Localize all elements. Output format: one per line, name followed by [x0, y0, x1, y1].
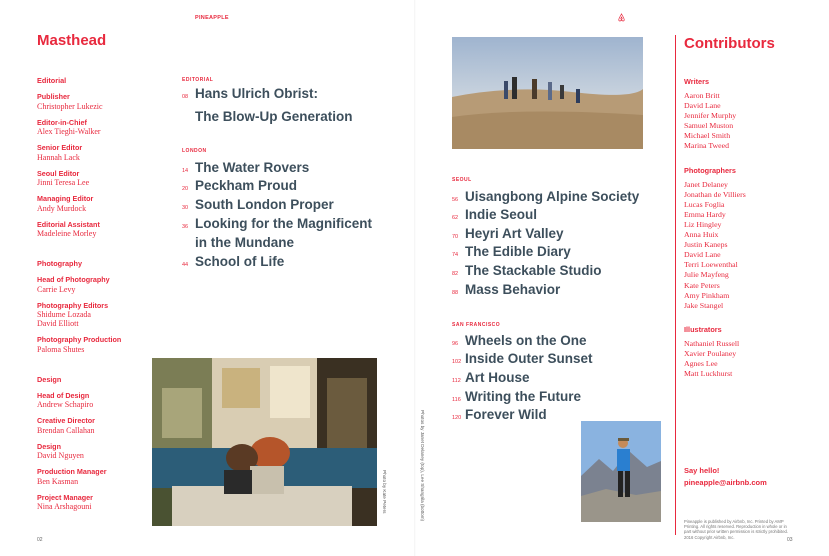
masthead-column	[37, 76, 167, 519]
toc-item[interactable]	[182, 84, 318, 103]
boat-photo-image	[152, 358, 377, 526]
toc-page-number: 88	[452, 290, 459, 296]
staff-name: Ben Kasman	[37, 476, 79, 486]
contributor-name: Matt Luckhurst	[684, 369, 733, 379]
toc-page-number: 56	[452, 197, 459, 203]
toc-page-number: 120	[452, 415, 462, 421]
contributor-name: Marina Tweed	[684, 141, 729, 151]
toc-page-number: 96	[452, 341, 459, 347]
toc-title: Indie Seoul	[465, 207, 538, 222]
toc-page-number: 62	[452, 215, 459, 221]
contributor-name: Jonathan de Villiers	[684, 189, 746, 199]
toc-item[interactable]	[452, 280, 560, 299]
toc-title: Art House	[465, 370, 530, 385]
design-heading: Design	[37, 374, 62, 384]
staff-name: Shidume Lozada David Elliott	[37, 310, 91, 328]
staff-name: Nina Arshagouni	[37, 502, 92, 511]
toc-title: The Water Rovers	[195, 160, 310, 175]
contributor-name: Janet Delaney	[684, 179, 728, 189]
toc-item[interactable]	[182, 158, 309, 177]
toc-page-number: 112	[452, 378, 461, 384]
center-photo-credit: Photos by Janet Delaney (top), Lee Shangrila (bottom)	[420, 410, 425, 522]
contributor-name: Julie Mayfeng	[684, 270, 729, 280]
toc-title: in the Mundane	[195, 235, 294, 250]
contributor-name: Amy Pinkham	[684, 290, 730, 300]
toc-page-number: 82	[452, 271, 459, 277]
staff-name: Hannah Lack	[37, 152, 80, 162]
contributor-name: Lucas Foglia	[684, 199, 725, 209]
hiker-photo	[581, 421, 661, 522]
staff-name: Carrie Levy	[37, 284, 76, 294]
toc-item[interactable]	[182, 214, 372, 233]
editorial-heading: Editorial	[37, 76, 67, 85]
staff-role: Design	[37, 441, 61, 451]
toc-page-number: 70	[452, 234, 459, 240]
staff-name: Andrew Schapiro	[37, 400, 94, 409]
toc-title: Forever Wild	[465, 407, 547, 422]
folio-right: 03	[787, 537, 793, 543]
contributor-name: Liz Hingley	[684, 219, 722, 229]
page-gutter	[414, 0, 416, 556]
staff-name: Andy Murdock	[37, 203, 87, 213]
toc-section-seoul-label: SEOUL	[452, 177, 472, 183]
staff-role: Creative Director	[37, 416, 95, 425]
illustrators-heading: Illustrators	[684, 324, 722, 334]
toc-title: South London Proper	[195, 197, 334, 212]
contributor-name: Samuel Muston	[684, 121, 734, 131]
toc-item[interactable]	[452, 387, 581, 406]
toc-item[interactable]	[452, 261, 602, 280]
contributor-name: Agnes Lee	[684, 358, 718, 368]
staff-name: David Nguyen	[37, 451, 84, 460]
contact-email-link[interactable]: pineapple@airbnb.com	[684, 478, 767, 487]
staff-role: Photography Editors	[37, 300, 109, 310]
toc-item[interactable]	[182, 107, 353, 126]
staff-name: Paloma Shutes	[37, 344, 85, 354]
toc-page-number: 116	[452, 397, 461, 403]
toc-item[interactable]	[452, 405, 547, 424]
staff-role: Photography Production	[37, 335, 122, 344]
toc-title: Peckham Proud	[195, 178, 298, 193]
photographers-heading: Photographers	[684, 165, 736, 175]
contributor-name: Anna Huix	[684, 230, 719, 240]
staff-role: Publisher	[37, 92, 70, 101]
toc-title: Heyri Art Valley	[465, 226, 564, 241]
toc-page-number: 30	[182, 205, 189, 211]
contributor-name: Kate Peters	[684, 280, 720, 290]
dunes-photo	[452, 37, 643, 149]
contributor-name: Xavier Poulaney	[684, 348, 737, 358]
staff-role: Head of Photography	[37, 275, 110, 284]
toc-section-sf-label: SAN FRANCISCO	[452, 322, 501, 328]
say-hello-label: Say hello!	[684, 466, 720, 475]
folio-left: 02	[37, 537, 43, 543]
hiker-photo-image	[581, 421, 661, 522]
contributor-name: David Lane	[684, 101, 721, 111]
toc-title: Wheels on the One	[465, 333, 587, 348]
staff-role: Seoul Editor	[37, 168, 80, 178]
contributor-name: Nathaniel Russell	[684, 338, 740, 348]
masthead-title: Masthead	[37, 32, 107, 49]
toc-title: Uisangbong Alpine Society	[465, 189, 640, 204]
contributor-name: Justin Kaneps	[684, 240, 728, 250]
staff-name: Brendan Callahan	[37, 425, 95, 435]
toc-item[interactable]	[182, 176, 297, 195]
toc-item[interactable]	[182, 233, 294, 252]
photography-heading: Photography	[37, 259, 82, 268]
toc-title: Mass Behavior	[465, 282, 561, 297]
contributors-title: Contributors	[684, 35, 775, 52]
writers-heading: Writers	[684, 77, 710, 86]
toc-title: The Edible Diary	[465, 244, 571, 259]
staff-name: Jinni Teresa Lee	[37, 178, 90, 187]
staff-name: Christopher Lukezic	[37, 101, 103, 111]
toc-item[interactable]	[452, 187, 639, 206]
airbnb-belo-icon	[617, 13, 626, 22]
staff-name: Alex Tieghi-Walker	[37, 127, 101, 136]
boat-photo-credit: Photo by Kate Peters	[382, 470, 387, 514]
contributor-name: Jake Stangel	[684, 300, 724, 310]
publisher-fineprint: Pineapple is published by Airbnb, Inc. Printed by AMP Printing. All rights reserved. Reproduction in whole or in part without prior written permission is strictly prohibited. 2016 Copyright Airbnb, Inc.	[684, 519, 789, 540]
contributor-name: Michael Smith	[684, 131, 731, 141]
toc-title: School of Life	[195, 254, 285, 269]
contributor-name: David Lane	[684, 250, 721, 260]
toc-item[interactable]	[452, 224, 564, 243]
toc-item[interactable]	[182, 195, 334, 214]
staff-role: Senior Editor	[37, 143, 83, 152]
contributor-name: Terri Loewenthal	[684, 260, 738, 270]
toc-page-number: 14	[182, 168, 189, 174]
staff-role: Editor-in-Chief	[37, 117, 87, 127]
toc-title: Inside Outer Sunset	[465, 351, 593, 366]
toc-page-number: 44	[182, 262, 189, 268]
toc-item[interactable]	[182, 252, 284, 271]
toc-title: Writing the Future	[465, 389, 581, 404]
toc-title: The Stackable Studio	[465, 263, 602, 278]
dunes-photo-image	[452, 37, 643, 149]
toc-title: Hans Ulrich Obrist:	[195, 86, 319, 101]
toc-page-number: 36	[182, 224, 189, 230]
staff-role: Head of Design	[37, 390, 90, 400]
toc-page-number: 20	[182, 186, 189, 192]
staff-name: Madeleine Morley	[37, 229, 97, 238]
staff-role: Project Manager	[37, 492, 93, 502]
toc-page-number: 74	[452, 252, 459, 258]
toc-item[interactable]	[452, 331, 587, 350]
toc-item[interactable]	[452, 349, 593, 368]
contributor-name: Jennifer Murphy	[684, 111, 737, 121]
staff-role: Managing Editor	[37, 194, 94, 203]
staff-role: Production Manager	[37, 467, 107, 476]
boat-photo	[152, 358, 377, 526]
brand-label: PINEAPPLE	[195, 15, 229, 21]
toc-page-number: 08	[182, 94, 189, 100]
toc-title: Looking for the Magnificent	[195, 216, 372, 231]
toc-item[interactable]	[452, 368, 530, 387]
toc-page-number: 102	[452, 359, 462, 365]
toc-section-london-label: LONDON	[182, 148, 207, 154]
toc-item[interactable]	[452, 205, 537, 224]
contributors-column	[684, 77, 804, 379]
contributor-name: Emma Hardy	[684, 209, 726, 219]
contributors-divider	[675, 35, 676, 535]
contributor-name: Aaron Britt	[684, 91, 720, 100]
toc-section-editorial-label: EDITORIAL	[182, 77, 214, 83]
toc-title: The Blow-Up Generation	[195, 109, 353, 124]
staff-role: Editorial Assistant	[37, 219, 100, 229]
toc-item[interactable]	[452, 242, 571, 261]
